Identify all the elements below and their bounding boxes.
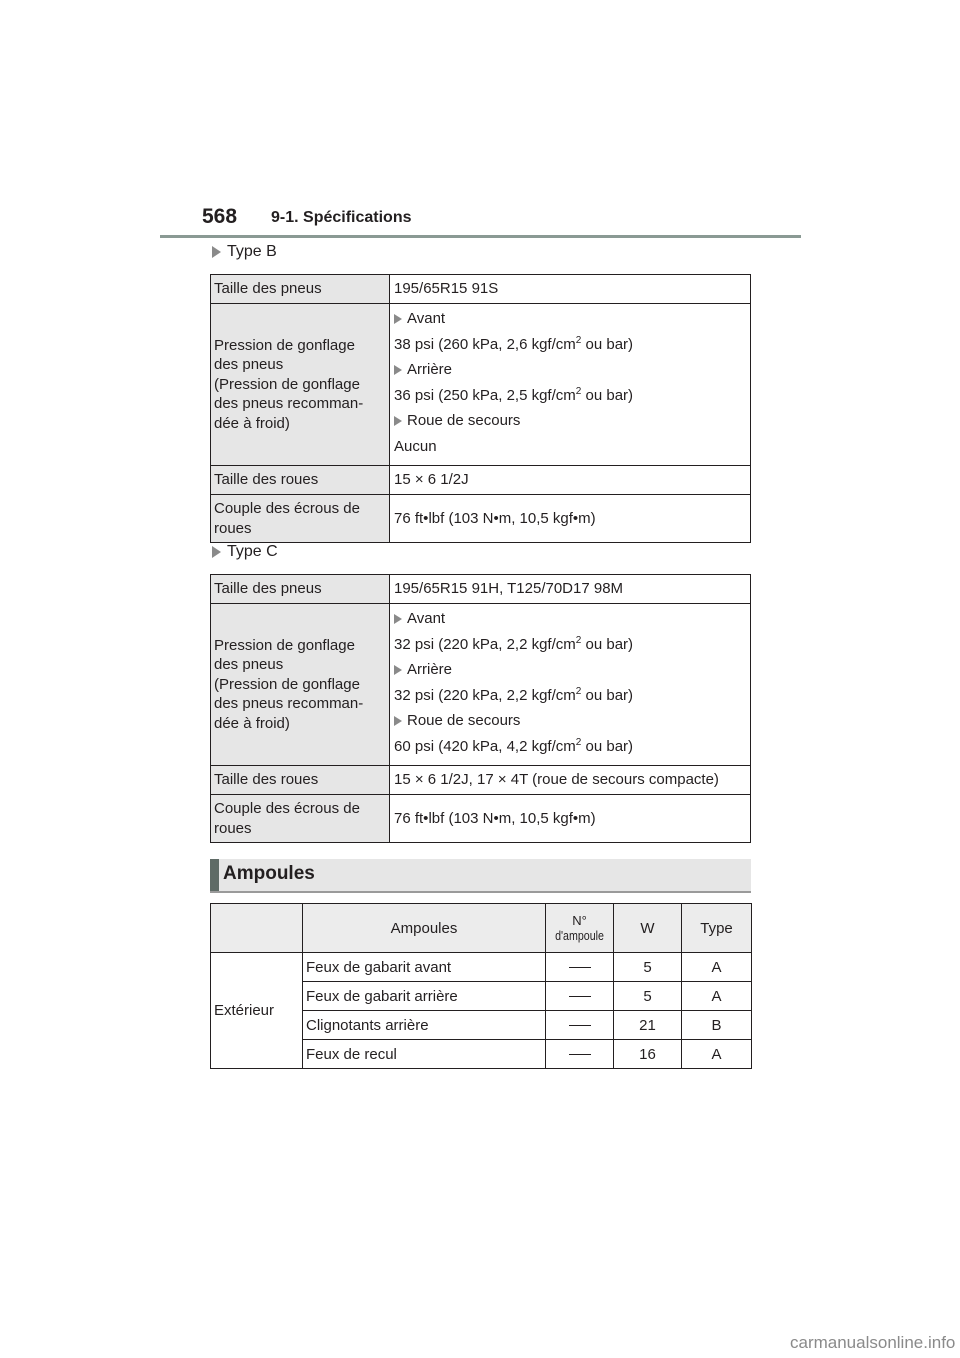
bulb-type: B [682,1011,752,1040]
header-bulb-number: N° d'ampoule [546,904,614,953]
table-row [211,575,751,604]
section-heading-ampoules [210,859,751,893]
tire-size-value: 195/65R15 91S [390,275,751,304]
pressure-values [390,604,751,766]
arrow-right-icon [394,365,402,375]
tire-size-label: Taille des pneus [211,275,390,304]
header-bulbs: Ampoules [303,904,546,953]
dash [569,996,591,997]
bulb-watts: 5 [614,953,682,982]
watermark: carmanualsonline.info [790,1333,956,1352]
arrow-right-icon [394,314,402,324]
wheel-size-value: 15 × 6 1/2J [390,466,751,495]
header-type: Type [682,904,752,953]
page-number: 568 [202,205,238,228]
bulb-number-empty [546,982,614,1011]
arrow-right-icon [394,665,402,675]
torque-value: 76 ft•lbf (103 N•m, 10,5 kgf•m) [390,495,751,543]
wheel-size-value: 15 × 6 1/2J, 17 × 4T (roue de secours compacte) [390,766,751,795]
bulb-name: Feux de gabarit arrière [303,982,546,1011]
table-row [211,275,751,304]
table-row [211,466,751,495]
type-b-heading: Type B [212,243,277,261]
arrow-right-icon [394,614,402,624]
table-row [211,495,751,543]
table-row [211,604,751,766]
rear-sublabel: Arrière [394,660,747,680]
bulb-number-empty [546,1040,614,1069]
pressure-values [390,304,751,466]
spare-sublabel: Roue de secours [394,711,747,731]
bulb-name: Feux de recul [303,1040,546,1069]
section-title-ampoules: Ampoules [223,863,315,884]
type-b-table [210,274,751,543]
type-c-table [210,574,751,843]
front-value: 38 psi (260 kPa, 2,6 kgf/$cm^2$ ou bar) [394,334,634,353]
bulb-watts: 21 [614,1011,682,1040]
rear-sublabel: Arrière [394,360,747,380]
torque-value: 76 ft•lbf (103 N•m, 10,5 kgf•m) [390,795,751,843]
wheel-size-label: Taille des roues [211,766,390,795]
spare-sublabel: Roue de secours [394,411,747,431]
wheel-size-label: Taille des roues [211,466,390,495]
bulb-watts: 16 [614,1040,682,1069]
arrow-right-icon [212,546,221,558]
tire-size-value: 195/65R15 91H, T125/70D17 98M [390,575,751,604]
arrow-right-icon [394,416,402,426]
header-watts: W [614,904,682,953]
bulb-watts: 5 [614,982,682,1011]
dash [569,1054,591,1055]
bulb-type: A [682,1040,752,1069]
table-header-row [211,904,752,953]
dash [569,967,591,968]
group-exterior: Extérieur [211,953,303,1069]
bulb-name: Clignotants arrière [303,1011,546,1040]
header-empty [211,904,303,953]
front-sublabel: Avant [394,309,747,329]
table-row [211,953,752,982]
bulb-number-empty [546,953,614,982]
table-row [211,795,751,843]
page-header [160,205,801,238]
front-value: 32 psi (220 kPa, 2,2 kgf/$cm^2$ ou bar) [394,634,634,653]
section-title: 9-1. Spécifications [271,209,412,226]
rear-value: 36 psi (250 kPa, 2,5 kgf/$cm^2$ ou bar) [394,385,634,404]
tire-size-label: Taille des pneus [211,575,390,604]
spare-value: Aucun [394,437,437,455]
torque-label: Couple des écrous de roues [211,795,390,843]
table-row [211,304,751,466]
bulb-type: A [682,953,752,982]
spare-value: 60 psi (420 kPa, 4,2 kgf/$cm^2$ ou bar) [394,736,634,755]
torque-label: Couple des écrous de roues [211,495,390,543]
arrow-right-icon [212,246,221,258]
bulbs-table [210,903,752,1069]
bulb-number-empty [546,1011,614,1040]
table-row [211,766,751,795]
front-sublabel: Avant [394,609,747,629]
rear-value: 32 psi (220 kPa, 2,2 kgf/$cm^2$ ou bar) [394,685,634,704]
section-accent [210,859,219,891]
pressure-label: Pression de gonflage des pneus (Pression de gonflage des pneus recomman- dée à froid) [211,304,390,466]
pressure-label: Pression de gonflage des pneus (Pression de gonflage des pneus recomman- dée à froid) [211,604,390,766]
type-c-heading: Type C [212,543,278,561]
arrow-right-icon [394,716,402,726]
bulb-name: Feux de gabarit avant [303,953,546,982]
bulb-type: A [682,982,752,1011]
dash [569,1025,591,1026]
